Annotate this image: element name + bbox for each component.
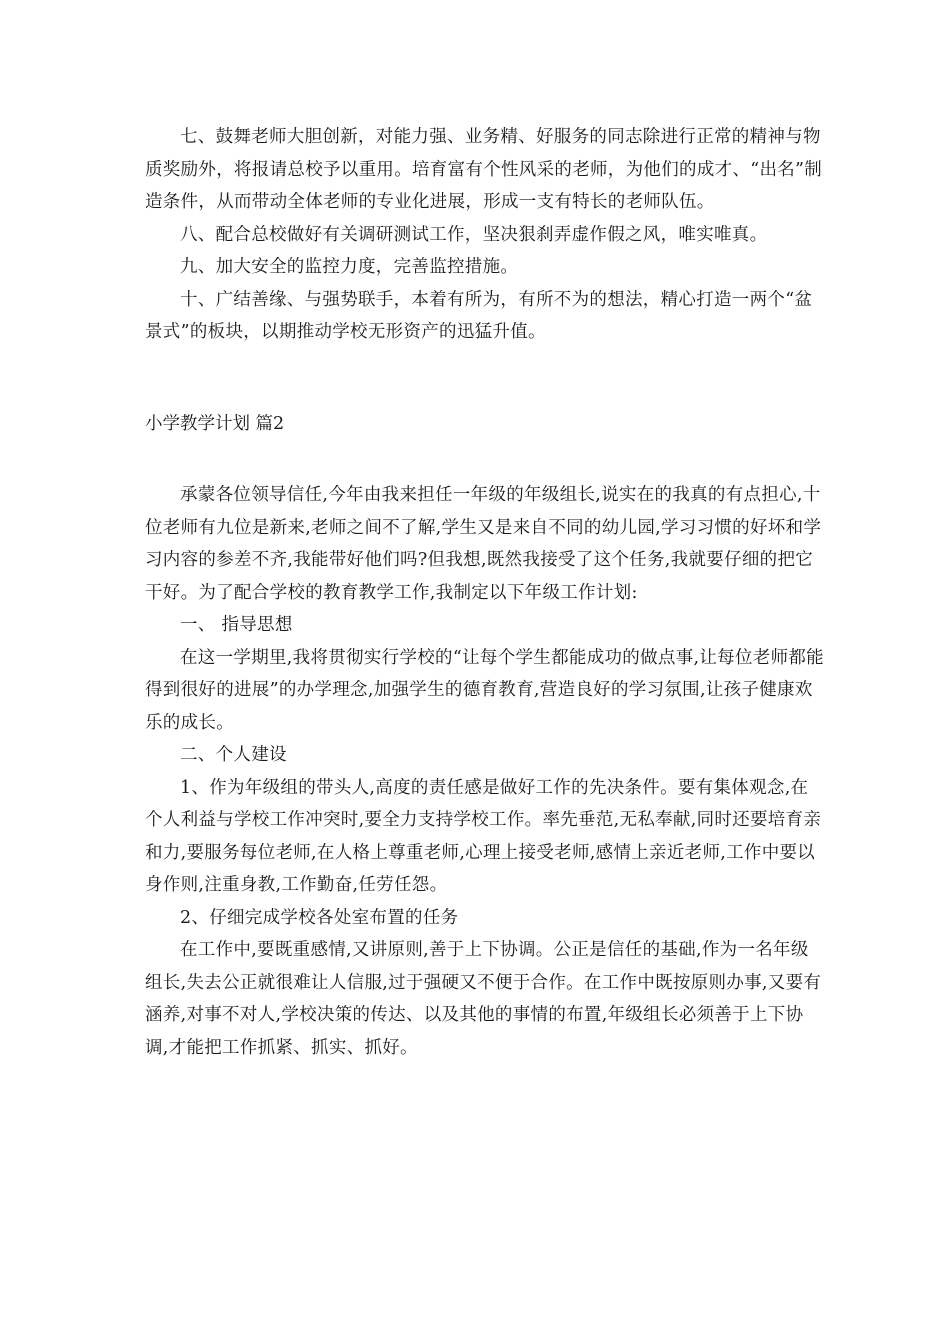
subheading-personal-building: 二、个人建设 [180, 745, 287, 765]
section-title: 小学教学计划 篇2 [145, 414, 285, 434]
paragraph-item-1: 1、作为年级组的带头人,高度的责任感是做好工作的先决条件。要有集体观念,在个人利益与学校工作冲突时,要全力支持学校工作。率先垂范,无私奉献,同时还要培育亲和力,要服务每位老师,在人格上尊重老师,心理上接受老师,感情上亲近老师,工作中要以身作则,注重身教,工作勤奋,任劳任怨。 [145, 777, 822, 895]
subheading-guiding-thought: 一、 指导思想 [180, 615, 293, 635]
paragraph-9: 九、加大安全的监控力度，完善监控措施。 [180, 257, 519, 277]
paragraph-8: 八、配合总校做好有关调研测试工作，坚决狠刹弄虚作假之风，唯实唯真。 [180, 224, 768, 245]
section-1 [145, 121, 825, 349]
paragraph-10: 十、广结善缘、与强势联手，本着有所为，有所不为的想法，精心打造一两个“盆景式”的板块，以期推动学校无形资产的迅猛升值。 [145, 289, 813, 342]
section-heading [145, 408, 825, 441]
paragraph-guiding-thought: 在这一学期里,我将贯彻实行学校的“让每个学生都能成功的做点事,让每位老师都能得到很好的进展”的办学理念,加强学生的德育教育,营造良好的学习氛围,让孩子健康欢乐的成长。 [145, 647, 824, 733]
section-2 [145, 479, 825, 1064]
intro-paragraph: 承蒙各位领导信任,今年由我来担任一年级的年级组长,说实在的我真的有点担心,十位老师有九位是新来,老师之间不了解,学生又是来自不同的幼儿园,学习习惯的好坏和学习内容的参差不齐,我能带好他们吗?但我想,既然我接受了这个任务,我就要仔细的把它干好。为了配合学校的教育教学工作,我制定以下年级工作计划: [145, 485, 822, 603]
paragraph-item-2: 2、仔细完成学校各处室布置的任务 [180, 907, 459, 928]
paragraph-7: 七、鼓舞老师大胆创新，对能力强、业务精、好服务的同志除进行正常的精神与物质奖励外，将报请总校予以重用。培育富有个性风采的老师，为他们的成才、“出名”制造条件，从而带动全体老师的专业化进展，形成一支有特长的老师队伍。 [145, 127, 823, 212]
paragraph-work-principles: 在工作中,要既重感情,又讲原则,善于上下协调。公正是信任的基础,作为一名年级组长,失去公正就很难让人信服,过于强硬又不便于合作。在工作中既按原则办事,又要有涵养,对事不对人,学校决策的传达、以及其他的事情的布置,年级组长必须善于上下协调,才能把工作抓紧、抓实、抓好。 [145, 940, 822, 1058]
